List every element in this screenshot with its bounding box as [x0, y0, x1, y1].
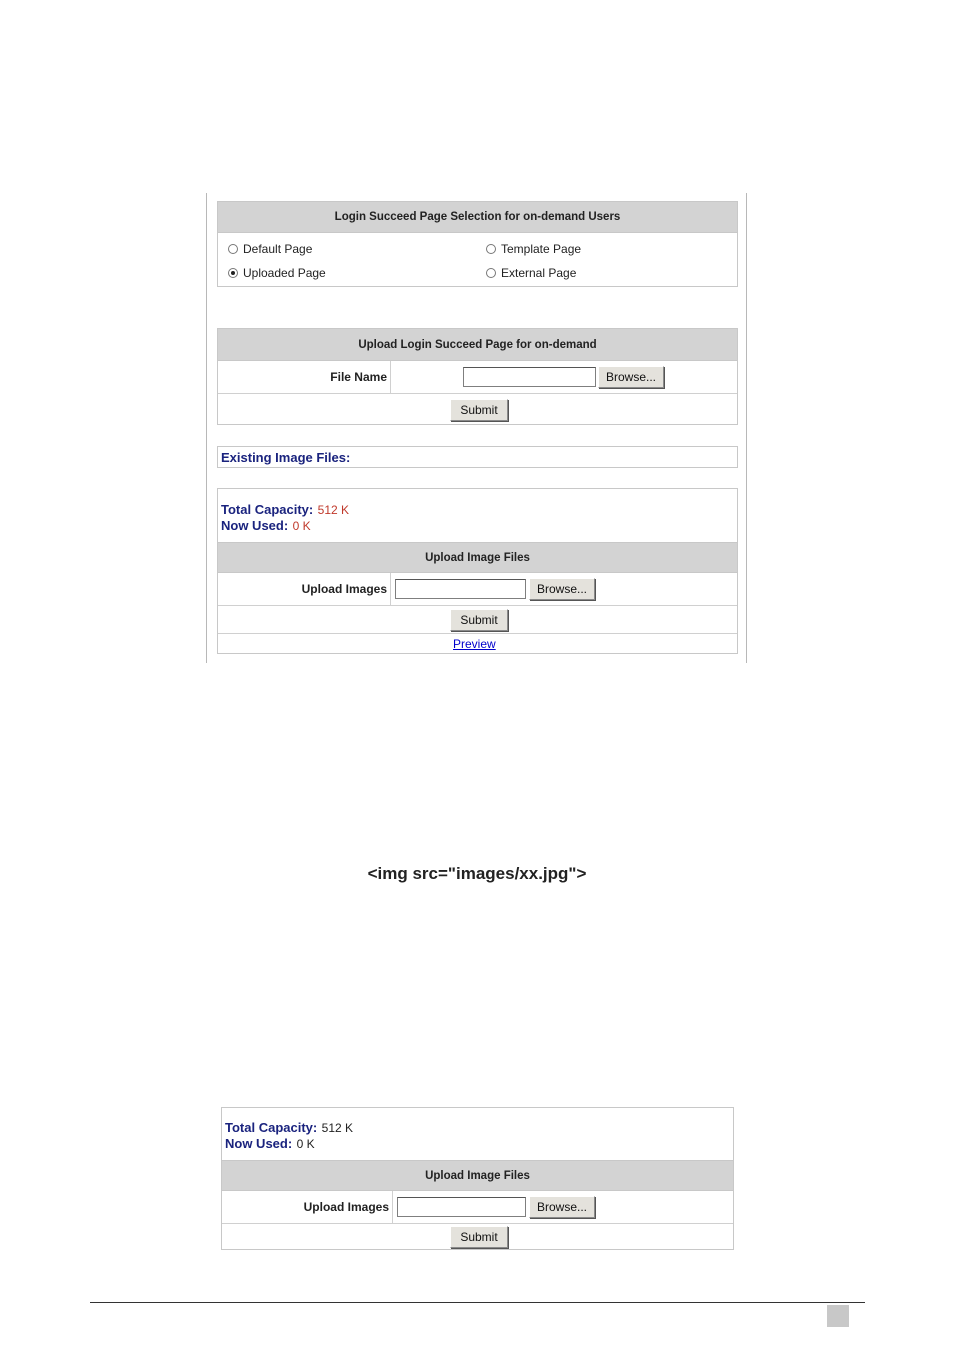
used-value-2: 0 K [296, 1137, 315, 1151]
image-upload-panel [217, 488, 738, 654]
row-divider [392, 1191, 393, 1223]
radio-template-page[interactable] [486, 244, 496, 254]
image-submit-button-2[interactable]: Submit [450, 1226, 508, 1248]
footer-rule [90, 1302, 865, 1303]
page-number-box [827, 1305, 849, 1327]
file-name-row [218, 361, 737, 393]
used-label: Now Used: [221, 518, 289, 533]
image-browse-button[interactable]: Browse... [529, 578, 595, 600]
code-example: <img src="images/xx.jpg"> [367, 864, 587, 883]
used-label-2: Now Used: [225, 1136, 293, 1151]
screenshot-left-edge [206, 193, 207, 663]
upload-images-label: Upload Images [301, 582, 387, 596]
page-selection-panel [217, 201, 738, 287]
row-divider [390, 361, 391, 393]
upload-images-input-2[interactable] [397, 1197, 526, 1217]
option-template-page-label: Template Page [501, 242, 582, 256]
option-external-page[interactable] [486, 266, 576, 280]
capacity-label: Total Capacity: [221, 502, 314, 517]
image-submit-row-2 [222, 1223, 733, 1250]
capacity-value-2: 512 K [321, 1121, 354, 1135]
upload-images-row [218, 573, 737, 605]
option-default-page-label: Default Page [243, 242, 313, 256]
image-upload-panel-2 [221, 1107, 734, 1250]
upload-images-input[interactable] [395, 579, 526, 599]
used-line-2 [225, 1135, 315, 1153]
option-uploaded-page-label: Uploaded Page [243, 266, 326, 280]
image-submit-row [218, 605, 737, 633]
radio-default-page[interactable] [228, 244, 238, 254]
page-selection-header: Login Succeed Page Selection for on-demand Users [218, 202, 737, 233]
submit-button[interactable]: Submit [450, 399, 508, 421]
option-uploaded-page[interactable] [228, 266, 326, 280]
submit-row [218, 393, 737, 424]
upload-images-header-2: Upload Image Files [222, 1160, 733, 1191]
radio-external-page[interactable] [486, 268, 496, 278]
existing-files-panel [217, 446, 738, 468]
option-default-page[interactable] [228, 242, 312, 256]
used-line [221, 517, 311, 535]
radio-uploaded-page[interactable] [228, 268, 238, 278]
used-value: 0 K [292, 519, 311, 533]
option-external-page-label: External Page [501, 266, 577, 280]
upload-images-label-2: Upload Images [303, 1200, 389, 1214]
existing-files-label: Existing Image Files: [221, 450, 351, 465]
screenshot-right-edge [746, 193, 747, 663]
file-name-label: File Name [330, 370, 387, 384]
image-submit-button[interactable]: Submit [450, 609, 508, 631]
capacity-label-2: Total Capacity: [225, 1120, 318, 1135]
option-template-page[interactable] [486, 242, 581, 256]
capacity-value: 512 K [317, 503, 350, 517]
image-browse-button-2[interactable]: Browse... [529, 1196, 595, 1218]
preview-row [218, 633, 737, 653]
upload-images-row-2 [222, 1191, 733, 1223]
row-divider [390, 573, 391, 605]
preview-link[interactable]: Preview [453, 637, 496, 651]
browse-button[interactable]: Browse... [598, 366, 664, 388]
upload-images-header: Upload Image Files [218, 542, 737, 573]
file-name-input[interactable] [463, 367, 596, 387]
upload-page-panel [217, 328, 738, 425]
upload-page-header: Upload Login Succeed Page for on-demand [218, 329, 737, 361]
